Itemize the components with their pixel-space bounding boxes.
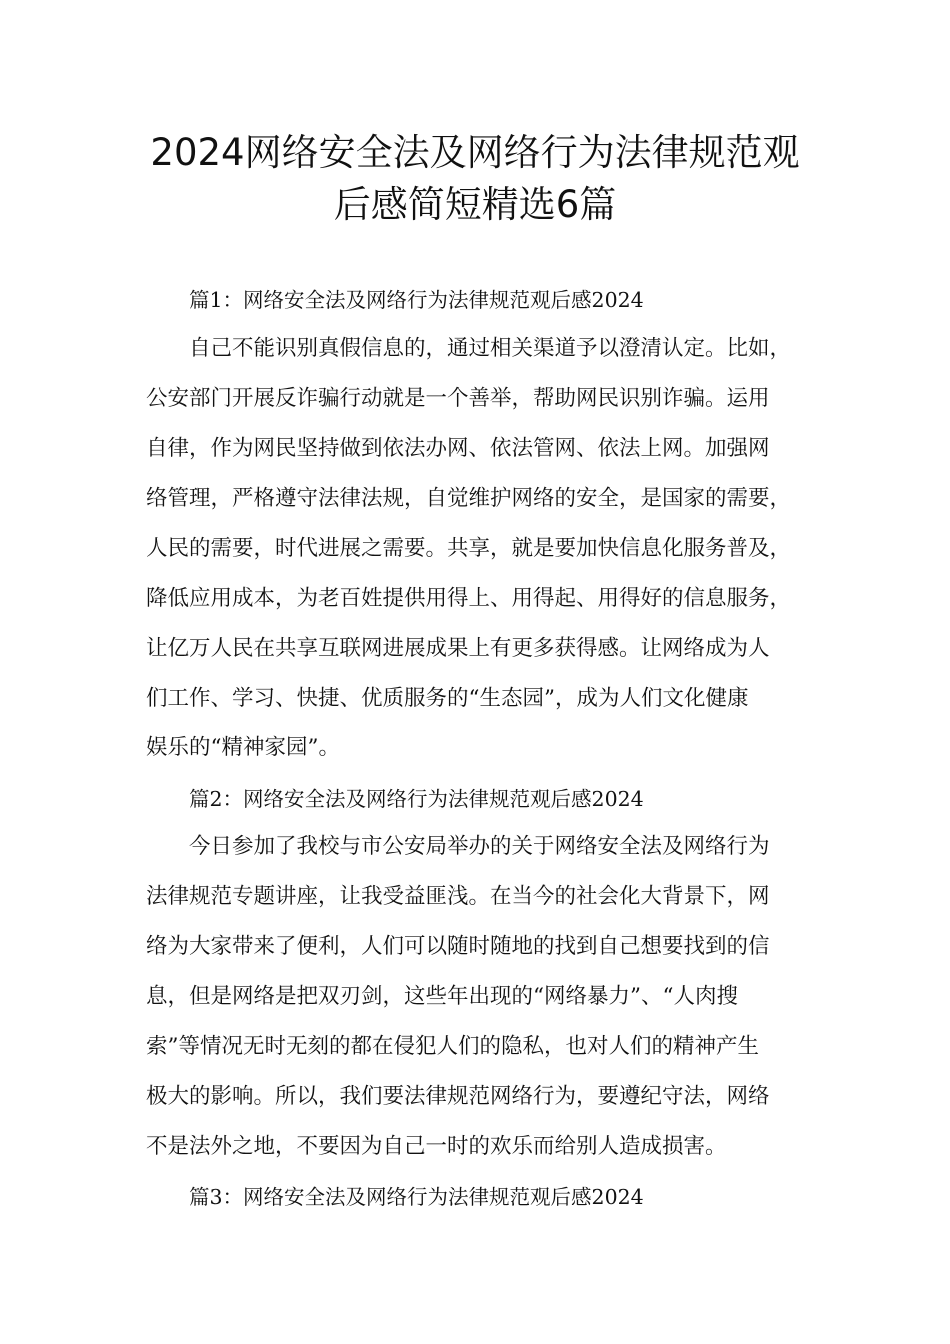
section-1-line: 络管理，严格遵守法律法规，自觉维护网络的安全，是国家的需要， <box>146 486 792 511</box>
section-2-line: 络为大家带来了便利，人们可以随时随地的找到自己想要找到的信 <box>146 934 770 959</box>
section-3-heading: 篇3：网络安全法及网络行为法律规范观后感2024 <box>189 1185 644 1209</box>
section-1-line: 人民的需要，时代进展之需要。共享，就是要加快信息化服务普及， <box>146 536 792 561</box>
section-1-line: 公安部门开展反诈骗行动就是一个善举，帮助网民识别诈骗。运用 <box>146 386 770 411</box>
section-2-line: 索”等情况无时无刻的都在侵犯人们的隐私，也对人们的精神产生 <box>146 1034 759 1059</box>
section-1-line: 娱乐的“精神家园”。 <box>146 735 340 760</box>
section-1-line: 降低应用成本，为老百姓提供用得上、用得起、用得好的信息服务， <box>146 586 792 611</box>
section-2-line: 极大的影响。所以，我们要法律规范网络行为，要遵纪守法，网络 <box>146 1084 770 1109</box>
document-title-line-1: 2024网络安全法及网络行为法律规范观 <box>150 131 800 174</box>
section-2-line: 不是法外之地，不要因为自己一时的欢乐而给别人造成损害。 <box>146 1134 727 1159</box>
section-1-line: 们工作、学习、快捷、优质服务的“生态园”，成为人们文化健康 <box>146 686 749 711</box>
section-2-line: 今日参加了我校与市公安局举办的关于网络安全法及网络行为 <box>189 834 770 859</box>
section-2-heading: 篇2：网络安全法及网络行为法律规范观后感2024 <box>189 787 644 811</box>
section-1-line: 自律，作为网民坚持做到依法办网、依法管网、依法上网。加强网 <box>146 436 770 461</box>
section-1-line: 自己不能识别真假信息的，通过相关渠道予以澄清认定。比如， <box>189 336 792 361</box>
section-2-line: 息，但是网络是把双刃剑，这些年出现的“网络暴力”、“人肉搜 <box>146 984 738 1009</box>
section-1-line: 让亿万人民在共享互联网进展成果上有更多获得感。让网络成为人 <box>146 636 770 661</box>
section-1-heading: 篇1：网络安全法及网络行为法律规范观后感2024 <box>189 288 644 312</box>
document-title-line-2: 后感简短精选6篇 <box>333 183 617 226</box>
section-2-line: 法律规范专题讲座，让我受益匪浅。在当今的社会化大背景下，网 <box>146 884 770 909</box>
